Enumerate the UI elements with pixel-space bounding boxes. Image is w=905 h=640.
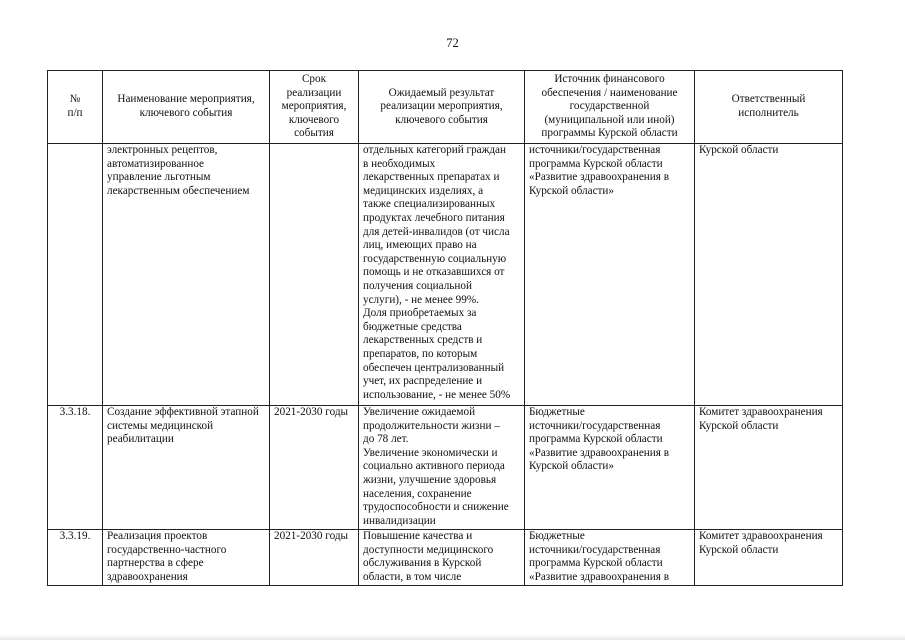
responsible-executor bbox=[695, 406, 843, 530]
cell-line: реабилитации bbox=[107, 433, 174, 446]
header-line: п/п bbox=[67, 107, 83, 119]
table-row bbox=[48, 530, 843, 586]
cell-line: источники/государственная bbox=[529, 144, 661, 156]
cell-line: инвалидизации bbox=[363, 514, 436, 527]
implementation-term: 2021-2030 годы bbox=[270, 530, 359, 586]
cell-line: Увеличение экономически и bbox=[363, 446, 498, 459]
cell-line: Повышение качества и bbox=[363, 530, 473, 542]
header-name bbox=[103, 71, 270, 144]
cell-line: Комитет здравоохранения bbox=[699, 530, 823, 542]
cell-line: Курской области» bbox=[529, 184, 615, 197]
row-number: 3.3.19. bbox=[48, 530, 103, 586]
cell-line: обслуживания в Курской bbox=[363, 557, 482, 570]
cell-line: трудоспособности и снижение bbox=[363, 501, 509, 514]
cell-line: Реализация проектов bbox=[107, 530, 208, 542]
cell-line: автоматизированное bbox=[107, 157, 205, 170]
cell-line: учет, их распределение и bbox=[363, 375, 483, 388]
cell-line: программа Курской области bbox=[529, 433, 663, 446]
cell-line: программа Курской области bbox=[529, 157, 663, 170]
cell-line: получения социальной bbox=[363, 279, 472, 292]
cell-line: продолжительности жизни – bbox=[363, 419, 500, 432]
measure-name bbox=[103, 144, 270, 406]
header-line: мероприятия, bbox=[281, 100, 347, 113]
cell-line: программа Курской области bbox=[529, 557, 663, 570]
header-line: ключевого bbox=[288, 113, 340, 126]
measure-name bbox=[103, 530, 270, 586]
header-line: Ответственный bbox=[731, 93, 806, 106]
cell-line: «Развитие здравоохранения в bbox=[529, 570, 669, 583]
row-number: 3.3.18. bbox=[48, 406, 103, 530]
header-result bbox=[359, 71, 525, 144]
cell-line: для детей-инвалидов (от числа bbox=[363, 225, 510, 238]
cell-line: продуктах лечебного питания bbox=[363, 211, 505, 224]
cell-line: отдельных категорий граждан bbox=[363, 144, 507, 156]
cell-line: лекарственным обеспечением bbox=[107, 184, 250, 197]
cell-line: использование, - не менее 50% bbox=[363, 388, 511, 401]
header-line: (муниципальной или иной) bbox=[544, 113, 675, 126]
cell-line: Создание эффективной этапной bbox=[107, 406, 259, 418]
cell-line: услуги), - не менее 99%. bbox=[363, 293, 479, 306]
table-row bbox=[48, 406, 843, 530]
cell-line: источники/государственная bbox=[529, 543, 661, 556]
cell-line: Комитет здравоохранения bbox=[699, 406, 823, 418]
cell-line: государственно-частного bbox=[107, 543, 227, 556]
cell-line: источники/государственная bbox=[529, 419, 661, 432]
cell-line: лекарственных препаратах и bbox=[363, 171, 500, 184]
cell-line: Курской области bbox=[699, 419, 779, 432]
implementation-term: 2021-2030 годы bbox=[270, 406, 359, 530]
row-number bbox=[48, 144, 103, 406]
cell-line: обеспечен централизованный bbox=[363, 361, 505, 374]
header-line: Источник финансового bbox=[554, 73, 665, 86]
cell-line: лекарственных средств и bbox=[363, 334, 483, 347]
header-line: исполнитель bbox=[738, 107, 799, 119]
cell-line: населения, сохранение bbox=[363, 487, 472, 500]
header-line: программы Курской области bbox=[541, 127, 678, 140]
cell-line: Увеличение ожидаемой bbox=[363, 406, 476, 418]
responsible-executor bbox=[695, 144, 843, 406]
cell-line: государственную социальную bbox=[363, 252, 507, 265]
header-line: Срок bbox=[301, 73, 327, 86]
table-body bbox=[48, 144, 843, 586]
expected-result bbox=[359, 530, 525, 586]
cell-line: социально активного периода bbox=[363, 460, 505, 473]
header-line: государственной bbox=[569, 100, 650, 113]
cell-line: Курской области bbox=[699, 543, 779, 556]
cell-line: Бюджетные bbox=[529, 530, 585, 542]
implementation-term bbox=[270, 144, 359, 406]
table-row bbox=[48, 144, 843, 406]
funding-source bbox=[525, 530, 695, 586]
header-line: Наименование мероприятия, bbox=[117, 93, 255, 106]
cell-line: управление льготным bbox=[107, 171, 211, 184]
cell-line: «Развитие здравоохранения в bbox=[529, 446, 669, 459]
cell-line: области, в том числе bbox=[363, 570, 462, 583]
table-header-row bbox=[48, 71, 843, 144]
measure-name bbox=[103, 406, 270, 530]
header-line: № bbox=[69, 93, 81, 106]
cell-line: жизни, улучшение здоровья bbox=[363, 473, 497, 486]
header-line: Ожидаемый результат bbox=[388, 86, 495, 99]
cell-line: до 78 лет. bbox=[363, 433, 409, 446]
cell-line: помощь и не отказавшихся от bbox=[363, 266, 505, 279]
page-number: 72 bbox=[446, 36, 459, 50]
header-line: события bbox=[294, 127, 334, 140]
cell-line: Бюджетные bbox=[529, 406, 585, 418]
cell-line: доступности медицинского bbox=[363, 543, 494, 556]
header-line: обеспечения / наименование bbox=[541, 86, 678, 99]
cell-line: в необходимых bbox=[363, 157, 436, 170]
header-line: ключевого события bbox=[139, 107, 233, 119]
cell-line: «Развитие здравоохранения в bbox=[529, 171, 669, 184]
cell-line: бюджетные средства bbox=[363, 320, 462, 333]
header-source bbox=[525, 71, 695, 144]
cell-line: электронных рецептов, bbox=[107, 144, 218, 156]
measures-table bbox=[47, 70, 843, 586]
funding-source bbox=[525, 406, 695, 530]
header-line: реализации мероприятия, bbox=[380, 100, 503, 113]
expected-result bbox=[359, 144, 525, 406]
funding-source bbox=[525, 144, 695, 406]
cell-line: препаратов, по которым bbox=[363, 347, 478, 360]
header-number bbox=[48, 71, 103, 144]
cell-line: также специализированных bbox=[363, 198, 496, 211]
header-line: реализации bbox=[286, 86, 342, 99]
cell-line: системы медицинской bbox=[107, 419, 214, 432]
responsible-executor bbox=[695, 530, 843, 586]
scan-edge-shadow bbox=[0, 634, 905, 640]
cell-line: Курской области» bbox=[529, 460, 615, 473]
cell-line: медицинских изделиях, а bbox=[363, 184, 484, 197]
header-term bbox=[270, 71, 359, 144]
cell-line: здравоохранения bbox=[107, 570, 188, 583]
expected-result bbox=[359, 406, 525, 530]
header-line: ключевого события bbox=[395, 113, 488, 126]
cell-line: лиц, имеющих право на bbox=[363, 239, 477, 252]
cell-line: партнерства в сфере bbox=[107, 557, 204, 570]
cell-line: Доля приобретаемых за bbox=[363, 307, 477, 320]
cell-line: Курской области bbox=[699, 144, 779, 156]
header-executor bbox=[695, 71, 843, 144]
